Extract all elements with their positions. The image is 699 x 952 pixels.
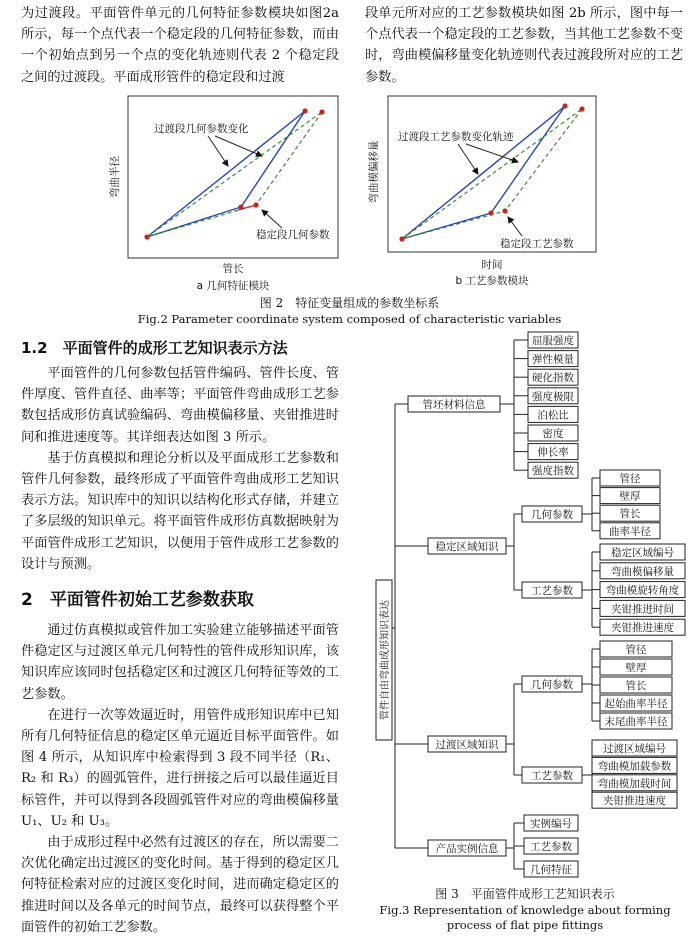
leaf-tproc-label-1: 弯曲模加载参数 — [597, 760, 672, 773]
leaf-tproc-label-0: 过渡区域编号 — [603, 743, 666, 755]
fig2-caption-en: Fig.2 Parameter coordinate system composed of characteristic variables — [137, 312, 562, 326]
stable-proc-items — [600, 544, 685, 635]
top-right-paragraph: 段单元所对应的工艺参数模块如图 2b 所示，图中每一个点代表一个稳定段的工艺参数，当其他工艺参数不变时，弯曲模偏移量变化轨迹则代表过渡段所对应的工艺参数。 — [365, 6, 683, 85]
fig3-caption-en-2: process of flat pipe fittings — [446, 918, 604, 932]
fig2b-plot — [399, 103, 584, 241]
fig2a-subcaption: a 几何特征模块 — [196, 280, 270, 292]
leaf-sgeom-label-3: 曲率半径 — [609, 525, 651, 538]
figure-3 — [360, 328, 699, 888]
fig2a-xlabel: 管长 — [222, 263, 244, 275]
top-left-paragraph: 为过渡段。平面管件单元的几何特征参数模块如图2a所示，每一个点代表一个稳定段的几何特征参数，而由一个初始点到另一个点的变化轨迹则代表 2 个稳定段之间的过渡段。平面成形管件的稳定段和过渡 — [21, 6, 339, 85]
leaf-product-label-2: 几何特征 — [530, 864, 572, 876]
fig3-caption-cn: 图 3 平面管件成形工艺知识表示 — [435, 887, 615, 901]
leaf-tproc-label-2: 弯曲模加载时间 — [597, 777, 672, 790]
stable-label: 稳定区域知识 — [435, 541, 499, 553]
transition-label: 过渡区域知识 — [435, 739, 499, 751]
leaf-tgeom-label-0: 管径 — [625, 644, 647, 656]
fig2b-bottom-label: 稳定段工艺参数 — [500, 238, 574, 250]
leaf-tgeom-label-2: 管长 — [625, 680, 647, 692]
fig2b-frame — [388, 96, 596, 252]
leaf-tproc-label-3: 夹钳推进速度 — [603, 795, 666, 808]
transition-geom-label: 几何参数 — [531, 679, 573, 691]
stable-proc-label: 工艺参数 — [531, 585, 573, 597]
stable-geom-label: 几何参数 — [531, 509, 573, 521]
transition-proc-label: 工艺参数 — [531, 770, 573, 782]
tree-root-label: 管件自由弯曲成形知识表达 — [380, 600, 391, 720]
section-2-body: 通过仿真模拟或管件加工实验建立能够描述平面管件稳定区与过渡区单元几何特性的管件成形知识库，该知识库应该同时包括稳定区和过渡区几何特征等效的工艺参数。 在进行一次等效逼近时，用管件成形知识库中已知所有几何特征信息的稳定区单元逼近目标平面管件。如图 4 所示，从知识库中检索得到 3 段不同半径（R₁、R₂ 和 R₃）的圆弧管件，进行拼接之后可以最佳逼近目标管件，并可以得到各段圆弧管件对应的弯曲模偏移量 U₁、U₂ 和 U₃。 由于成形过程中必然有过渡区的存在，所以需要二次优化确定出过渡区的变化时间。基于得到的稳定区几何特征检索对应的过渡区变化时间，进而确定稳定区的推进时间以及各单元的时间节点，最终可以获得整个平面管件的初始工艺参数。 — [21, 623, 339, 935]
leaf-material-label-0: 屈服强度 — [532, 335, 574, 347]
leaf-material-label-3: 强度极限 — [532, 390, 574, 403]
fig2b-subcaption: b 工艺参数模块 — [455, 275, 529, 287]
fig2b-ylabel: 弯曲模偏移量 — [368, 140, 380, 204]
section-2-heading: 2 平面管件初始工艺参数获取 — [21, 590, 254, 610]
leaf-material-label-2: 硬化指数 — [532, 372, 574, 385]
leaf-tgeom-label-3: 起始曲率半径 — [604, 698, 668, 710]
leaf-sgeom-label-1: 壁厚 — [619, 490, 641, 503]
fig2b-xlabel: 时间 — [481, 259, 503, 271]
leaf-sproc-label-1: 弯曲模偏移量 — [611, 565, 674, 578]
leaf-sgeom-label-2: 管长 — [619, 508, 641, 521]
leaf-product-label-0: 实例编号 — [530, 818, 572, 830]
fig2b-top-label: 过渡段工艺参数变化轨迹 — [398, 131, 514, 143]
leaf-sgeom-label-0: 管径 — [619, 473, 641, 485]
transition-proc-items — [592, 740, 677, 808]
transition-geom-items — [600, 641, 672, 729]
product-items — [524, 815, 578, 877]
leaf-material-label-5: 密度 — [542, 428, 564, 440]
fig3-caption-en-1: Fig.3 Representation of knowledge about forming — [379, 903, 671, 917]
leaf-tgeom-label-1: 壁厚 — [625, 662, 647, 674]
section-1-2-body: 平面管件的几何参数包括管件编码、管件长度、管件厚度、管件直径、曲率等；平面管件弯曲成形工艺参数包括成形仿真试验编码、弯曲模偏移量、夹钳推进时间和推进速度等。其详细表达如图 3 所示。 基于仿真模拟和理论分析以及平面成形工艺参数和管件几何参数，最终形成了平面管件弯曲成形工艺知识表示方法。知识库中的知识以结构化形式存储，并建立了多层级的知识单元。将平面管件成形仿真数据映射为平面管件成形工艺知识，以便用于管件成形工艺参数的设计与预测。 — [21, 366, 339, 572]
leaf-material-label-1: 弹性模量 — [532, 353, 574, 366]
leaf-material-label-4: 泊松比 — [537, 409, 569, 422]
leaf-product-label-1: 工艺参数 — [530, 841, 572, 853]
product-label: 产品实例信息 — [435, 843, 499, 855]
section-1-2-heading: 1.2 平面管件的成形工艺知识表示方法 — [21, 339, 288, 357]
fig2-caption-cn: 图 2 特征变量组成的参数坐标系 — [259, 296, 440, 310]
fig2a-ylabel: 弯曲半径 — [109, 156, 121, 198]
leaf-sproc-label-2: 弯曲模旋转角度 — [605, 584, 680, 597]
stable-geom-items — [600, 470, 660, 539]
figure-2 — [0, 92, 699, 292]
leaf-sproc-label-3: 夹钳推进时间 — [611, 603, 674, 616]
leaf-material-label-7: 强度指数 — [532, 465, 574, 478]
leaf-sproc-label-0: 稳定区域编号 — [611, 547, 674, 559]
leaf-tgeom-label-4: 末尾曲率半径 — [604, 716, 668, 728]
leaf-material-label-6: 伸长率 — [537, 446, 569, 459]
leaf-sproc-label-4: 夹钳推进速度 — [611, 622, 674, 635]
fig2a-bottom-label: 稳定段几何参数 — [256, 229, 330, 241]
fig2a-top-label: 过渡段几何参数变化 — [154, 123, 249, 135]
material-items — [528, 332, 578, 478]
material-label: 管坯材料信息 — [422, 399, 486, 411]
